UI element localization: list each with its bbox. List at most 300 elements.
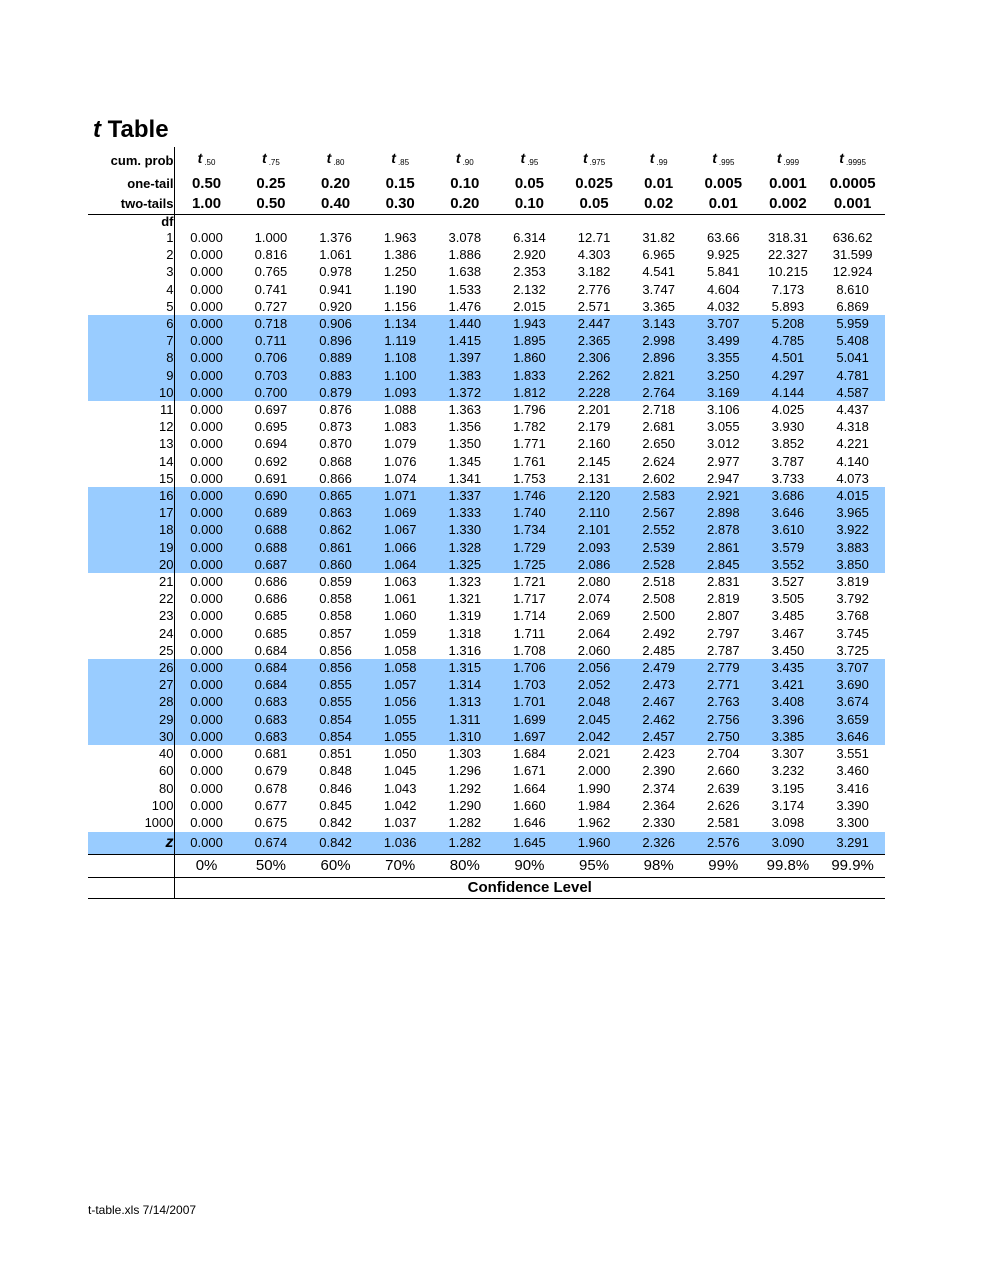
value-cell: 2.920 (513, 247, 546, 263)
value-cell: 1.638 (448, 264, 482, 280)
one-tail-cell: 0.05 (514, 175, 545, 192)
cum-prob-subscript: .75 (268, 158, 280, 167)
df-cell: 1 (88, 229, 174, 246)
t-table-body (88, 147, 885, 899)
value-cell: 3.385 (756, 728, 821, 745)
value-cell: 6.869 (836, 298, 869, 314)
value-cell: 2.306 (562, 349, 627, 366)
value-cell: 3.195 (771, 780, 805, 796)
z-value-cell: 1.960 (562, 832, 627, 855)
one-tail-cell: 0.10 (450, 175, 480, 192)
value-cell: 1.717 (513, 591, 546, 607)
value-cell: 2.921 (691, 487, 756, 504)
value-cell: 1.895 (497, 332, 562, 349)
table-row (88, 539, 885, 556)
table-row (88, 315, 885, 332)
cum-prob-subscript: .99 (656, 158, 668, 167)
df-cell: 20 (88, 556, 174, 573)
cum-prob-cell (562, 147, 627, 174)
value-cell: 2.718 (642, 402, 675, 418)
confidence-label-spacer (88, 855, 174, 878)
value-cell: 2.145 (577, 453, 611, 469)
one-tail-cell: 0.001 (769, 175, 807, 192)
value-cell: 636.62 (832, 230, 873, 245)
value-cell: 0.000 (190, 419, 223, 435)
value-cell: 5.841 (707, 264, 740, 280)
value-cell: 4.221 (836, 436, 869, 452)
value-cell: 0.000 (190, 247, 223, 263)
confidence-cell: 99.9% (820, 855, 885, 878)
value-cell: 2.528 (626, 556, 691, 573)
z-value-cell: 0.674 (239, 832, 304, 855)
value-cell: 0.000 (174, 349, 239, 366)
table-row (88, 418, 885, 435)
df-cell: 25 (88, 642, 174, 659)
table-row (88, 814, 885, 832)
value-cell: 0.000 (190, 298, 223, 314)
confidence-cell: 95% (562, 855, 627, 878)
cum-prob-subscript: .50 (204, 158, 216, 167)
value-cell: 1.093 (368, 384, 433, 401)
cum-prob-cell (497, 147, 562, 174)
value-cell: 1.734 (497, 521, 562, 538)
z-value-cell: 2.326 (626, 832, 691, 855)
df-cell: 12 (88, 418, 174, 435)
cum-prob-symbol: t (582, 150, 588, 166)
df-cell: 26 (88, 659, 174, 676)
confidence-cell: 70% (368, 855, 433, 878)
z-label: z (88, 832, 174, 855)
value-cell: 3.307 (771, 746, 805, 762)
cum-prob-cell (433, 147, 498, 174)
df-cell: 9 (88, 367, 174, 384)
value-cell: 2.473 (626, 676, 691, 693)
value-cell: 3.792 (836, 591, 869, 607)
cum-prob-subscript: .975 (589, 158, 606, 167)
value-cell: 0.000 (174, 521, 239, 538)
value-cell: 2.069 (577, 608, 611, 624)
cum-prob-cell (820, 147, 885, 174)
z-value-cell: 3.090 (756, 832, 821, 855)
value-cell: 1.313 (433, 693, 498, 710)
value-cell: 1.886 (448, 247, 482, 263)
value-cell: 0.000 (174, 711, 239, 728)
value-cell: 1.290 (448, 797, 482, 813)
value-cell: 1.250 (383, 264, 417, 280)
value-cell: 0.675 (254, 814, 288, 830)
value-cell: 1.350 (448, 436, 482, 452)
two-tails-cell: 0.002 (756, 194, 821, 215)
value-cell: 0.896 (303, 332, 368, 349)
value-cell: 0.686 (254, 574, 288, 590)
two-tails-cell: 0.001 (820, 194, 885, 215)
value-cell: 2.485 (642, 642, 675, 658)
value-cell: 1.074 (383, 470, 417, 486)
value-cell: 2.056 (562, 659, 627, 676)
value-cell: 2.060 (577, 642, 611, 658)
value-cell: 1.533 (448, 281, 482, 297)
confidence-cell: 99% (691, 855, 756, 878)
value-cell: 0.855 (303, 676, 368, 693)
value-cell: 0.679 (254, 763, 288, 779)
table-row (88, 298, 885, 315)
value-cell: 0.883 (303, 367, 368, 384)
value-cell: 3.768 (836, 608, 869, 624)
value-cell: 0.683 (239, 728, 304, 745)
df-cell: 29 (88, 711, 174, 728)
value-cell: 2.539 (626, 539, 691, 556)
value-cell: 1.771 (513, 436, 546, 452)
value-cell: 3.169 (691, 384, 756, 401)
value-cell: 0.688 (239, 521, 304, 538)
value-cell: 0.000 (174, 332, 239, 349)
value-cell: 22.327 (768, 247, 808, 263)
value-cell: 0.741 (254, 281, 288, 297)
two-tails-cell: 0.10 (497, 194, 562, 215)
value-cell: 1.397 (433, 349, 498, 366)
value-cell: 2.583 (626, 487, 691, 504)
value-cell: 0.858 (319, 591, 352, 607)
value-cell: 3.396 (756, 711, 821, 728)
value-cell: 2.479 (626, 659, 691, 676)
two-tails-cell: 0.02 (626, 194, 691, 215)
value-cell: 0.000 (190, 574, 223, 590)
value-cell: 5.893 (771, 298, 805, 314)
value-cell: 1.372 (433, 384, 498, 401)
value-cell: 0.000 (190, 797, 223, 813)
value-cell: 4.318 (836, 419, 869, 435)
value-cell: 1.064 (368, 556, 433, 573)
value-cell: 2.423 (642, 746, 675, 762)
cum-prob-symbol: t (776, 150, 782, 166)
value-cell: 2.947 (707, 470, 740, 486)
value-cell: 2.750 (691, 728, 756, 745)
value-cell: 0.000 (190, 814, 223, 830)
value-cell: 0.816 (254, 247, 288, 263)
value-cell: 0.703 (239, 367, 304, 384)
table-row (88, 676, 885, 693)
value-cell: 3.747 (642, 281, 675, 297)
df-cell: 10 (88, 384, 174, 401)
confidence-cell: 90% (497, 855, 562, 878)
value-cell: 0.859 (319, 574, 352, 590)
value-cell: 2.086 (562, 556, 627, 573)
value-cell: 3.435 (756, 659, 821, 676)
two-tails-cell: 0.30 (368, 194, 433, 215)
table-row (88, 229, 885, 246)
value-cell: 2.160 (577, 436, 611, 452)
footer-note: t-table.xls 7/14/2007 (88, 1203, 197, 1217)
value-cell: 2.602 (642, 470, 675, 486)
df-cell: 22 (88, 590, 174, 607)
table-row (88, 607, 885, 624)
value-cell: 3.499 (691, 332, 756, 349)
df-cell: 18 (88, 521, 174, 538)
table-row (88, 711, 885, 728)
table-row (88, 797, 885, 814)
value-cell: 0.851 (319, 746, 352, 762)
value-cell: 2.042 (562, 728, 627, 745)
title-text: Table (107, 116, 169, 143)
table-row (88, 762, 885, 779)
value-cell: 3.686 (756, 487, 821, 504)
value-cell: 3.674 (820, 693, 885, 710)
value-cell: 3.930 (771, 419, 805, 435)
cum-prob-symbol: t (262, 150, 267, 166)
value-cell: 2.845 (691, 556, 756, 573)
value-cell: 0.855 (303, 693, 368, 710)
value-cell: 1.063 (383, 574, 417, 590)
value-cell: 3.852 (771, 436, 805, 452)
df-cell: 24 (88, 625, 174, 642)
value-cell: 1.729 (497, 539, 562, 556)
table-row (88, 384, 885, 401)
value-cell: 1.345 (448, 453, 482, 469)
value-cell: 2.500 (642, 608, 675, 624)
value-cell: 0.000 (174, 659, 239, 676)
value-cell: 1.328 (433, 539, 498, 556)
table-row (88, 504, 885, 521)
value-cell: 2.353 (513, 264, 546, 280)
df-header-spacer (174, 215, 885, 230)
df-cell: 60 (88, 762, 174, 779)
value-cell: 3.707 (691, 315, 756, 332)
value-cell: 0.683 (239, 711, 304, 728)
two-tails-cell: 0.05 (562, 194, 627, 215)
value-cell: 1.440 (433, 315, 498, 332)
value-cell: 1.045 (383, 763, 417, 779)
value-cell: 1.761 (513, 453, 546, 469)
z-value-cell: 1.645 (497, 832, 562, 855)
df-cell: 80 (88, 780, 174, 797)
df-cell: 11 (88, 401, 174, 418)
value-cell: 1.376 (319, 230, 352, 245)
value-cell: 0.700 (239, 384, 304, 401)
value-cell: 2.132 (513, 281, 546, 297)
cum-prob-symbol: t (455, 150, 461, 166)
value-cell: 1.671 (513, 763, 546, 779)
value-cell: 3.416 (836, 780, 869, 796)
value-cell: 0.000 (190, 625, 223, 641)
value-cell: 3.646 (756, 504, 821, 521)
value-cell: 6.965 (642, 247, 675, 263)
value-cell: 0.862 (303, 521, 368, 538)
value-cell: 2.131 (577, 470, 611, 486)
value-cell: 3.707 (820, 659, 885, 676)
value-cell: 1.664 (513, 780, 546, 796)
value-cell: 2.064 (577, 625, 611, 641)
cum-prob-cell (239, 147, 304, 174)
value-cell: 0.848 (319, 763, 352, 779)
value-cell: 12.924 (832, 264, 873, 280)
value-cell: 0.683 (239, 693, 304, 710)
table-row (88, 693, 885, 710)
df-cell: 23 (88, 607, 174, 624)
value-cell: 2.228 (562, 384, 627, 401)
value-cell: 1.059 (383, 625, 417, 641)
cum-prob-subscript: .999 (783, 158, 800, 167)
value-cell: 4.297 (756, 367, 821, 384)
value-cell: 1.071 (368, 487, 433, 504)
value-cell: 12.71 (577, 230, 611, 245)
value-cell: 5.208 (756, 315, 821, 332)
confidence-cell: 99.8% (756, 855, 821, 878)
value-cell: 0.856 (303, 659, 368, 676)
value-cell: 0.681 (254, 746, 288, 762)
table-row (88, 590, 885, 607)
value-cell: 0.000 (174, 693, 239, 710)
value-cell: 1.721 (513, 574, 546, 590)
value-cell: 1.282 (448, 814, 482, 830)
value-cell: 1.386 (383, 247, 417, 263)
value-cell: 3.365 (642, 298, 675, 314)
value-cell: 0.687 (239, 556, 304, 573)
df-label: df (88, 215, 174, 230)
value-cell: 2.819 (707, 591, 740, 607)
value-cell: 0.690 (239, 487, 304, 504)
value-cell: 3.819 (836, 574, 869, 590)
cum-prob-symbol: t (391, 150, 396, 166)
value-cell: 4.015 (820, 487, 885, 504)
value-cell: 0.000 (174, 539, 239, 556)
df-cell: 21 (88, 573, 174, 590)
value-cell: 0.868 (319, 453, 352, 469)
value-cell: 1.337 (433, 487, 498, 504)
value-cell: 4.541 (642, 264, 675, 280)
value-cell: 4.073 (836, 470, 869, 486)
table-row (88, 367, 885, 384)
value-cell: 3.922 (820, 521, 885, 538)
value-cell: 3.460 (836, 763, 869, 779)
value-cell: 1.325 (433, 556, 498, 573)
value-cell: 2.807 (707, 608, 740, 624)
value-cell: 1.042 (383, 797, 417, 813)
value-cell: 1.043 (383, 780, 417, 796)
value-cell: 4.303 (577, 247, 611, 263)
value-cell: 2.330 (642, 814, 675, 830)
value-cell: 1.383 (433, 367, 498, 384)
value-cell: 0.854 (303, 711, 368, 728)
value-cell: 1.701 (497, 693, 562, 710)
table-row (88, 470, 885, 487)
value-cell: 0.845 (319, 797, 352, 813)
value-cell: 3.450 (771, 642, 805, 658)
value-cell: 0.920 (319, 298, 352, 314)
value-cell: 0.000 (174, 367, 239, 384)
value-cell: 1.330 (433, 521, 498, 538)
value-cell: 0.861 (303, 539, 368, 556)
value-cell: 2.467 (626, 693, 691, 710)
value-cell: 1.088 (383, 402, 417, 418)
df-cell: 16 (88, 487, 174, 504)
value-cell: 2.262 (562, 367, 627, 384)
value-cell: 0.000 (174, 315, 239, 332)
one-tail-cell: 0.0005 (829, 175, 876, 192)
value-cell: 1.037 (383, 814, 417, 830)
one-tail-cell: 0.025 (575, 175, 613, 192)
cum-prob-subscript: .80 (333, 158, 345, 167)
value-cell: 1.060 (383, 608, 417, 624)
value-cell: 2.779 (691, 659, 756, 676)
df-cell: 15 (88, 470, 174, 487)
df-cell: 1000 (88, 814, 174, 832)
df-cell: 4 (88, 281, 174, 298)
value-cell: 0.863 (303, 504, 368, 521)
value-cell: 1.292 (448, 780, 482, 796)
value-cell: 3.300 (836, 814, 869, 830)
value-cell: 0.941 (319, 281, 352, 297)
value-cell: 0.866 (319, 470, 352, 486)
confidence-title-spacer (88, 878, 174, 899)
cum-prob-label: cum. prob (88, 147, 174, 174)
cum-prob-subscript: .995 (718, 158, 735, 167)
value-cell: 2.364 (642, 797, 675, 813)
value-cell: 1.058 (383, 642, 417, 658)
cum-prob-row (88, 147, 885, 174)
value-cell: 0.000 (190, 453, 223, 469)
value-cell: 3.965 (820, 504, 885, 521)
value-cell: 3.551 (836, 746, 869, 762)
two-tails-cell: 1.00 (174, 194, 239, 215)
value-cell: 2.797 (707, 625, 740, 641)
table-row (88, 556, 885, 573)
value-cell: 3.733 (771, 470, 805, 486)
df-cell: 6 (88, 315, 174, 332)
value-cell: 1.319 (448, 608, 482, 624)
value-cell: 0.000 (190, 608, 223, 624)
cum-prob-symbol: t (839, 150, 844, 166)
value-cell: 1.058 (368, 659, 433, 676)
df-cell: 13 (88, 435, 174, 452)
value-cell: 0.000 (190, 264, 223, 280)
cum-prob-cell (174, 147, 239, 174)
table-row (88, 453, 885, 470)
value-cell: 3.745 (836, 625, 869, 641)
value-cell: 0.694 (254, 436, 288, 452)
two-tails-cell: 0.20 (433, 194, 498, 215)
confidence-level-label: Confidence Level (174, 878, 885, 899)
value-cell: 2.704 (707, 746, 740, 762)
table-row (88, 728, 885, 745)
df-cell: 100 (88, 797, 174, 814)
value-cell: 0.906 (303, 315, 368, 332)
value-cell: 0.000 (190, 402, 223, 418)
value-cell: 0.692 (254, 453, 288, 469)
value-cell: 1.061 (319, 247, 352, 263)
value-cell: 0.856 (319, 642, 352, 658)
value-cell: 3.579 (756, 539, 821, 556)
value-cell: 0.860 (303, 556, 368, 573)
value-cell: 1.363 (448, 402, 482, 418)
value-cell: 1.079 (383, 436, 417, 452)
value-cell: 2.179 (577, 419, 611, 435)
z-row (88, 832, 885, 855)
df-cell: 27 (88, 676, 174, 693)
value-cell: 2.771 (691, 676, 756, 693)
df-cell: 17 (88, 504, 174, 521)
value-cell: 31.82 (642, 230, 675, 245)
table-row (88, 401, 885, 418)
value-cell: 1.323 (448, 574, 482, 590)
z-value-cell: 0.842 (303, 832, 368, 855)
value-cell: 4.501 (756, 349, 821, 366)
value-cell: 2.045 (562, 711, 627, 728)
value-cell: 0.000 (190, 436, 223, 452)
table-row (88, 246, 885, 263)
value-cell: 1.314 (433, 676, 498, 693)
value-cell: 1.066 (368, 539, 433, 556)
value-cell: 1.356 (448, 419, 482, 435)
